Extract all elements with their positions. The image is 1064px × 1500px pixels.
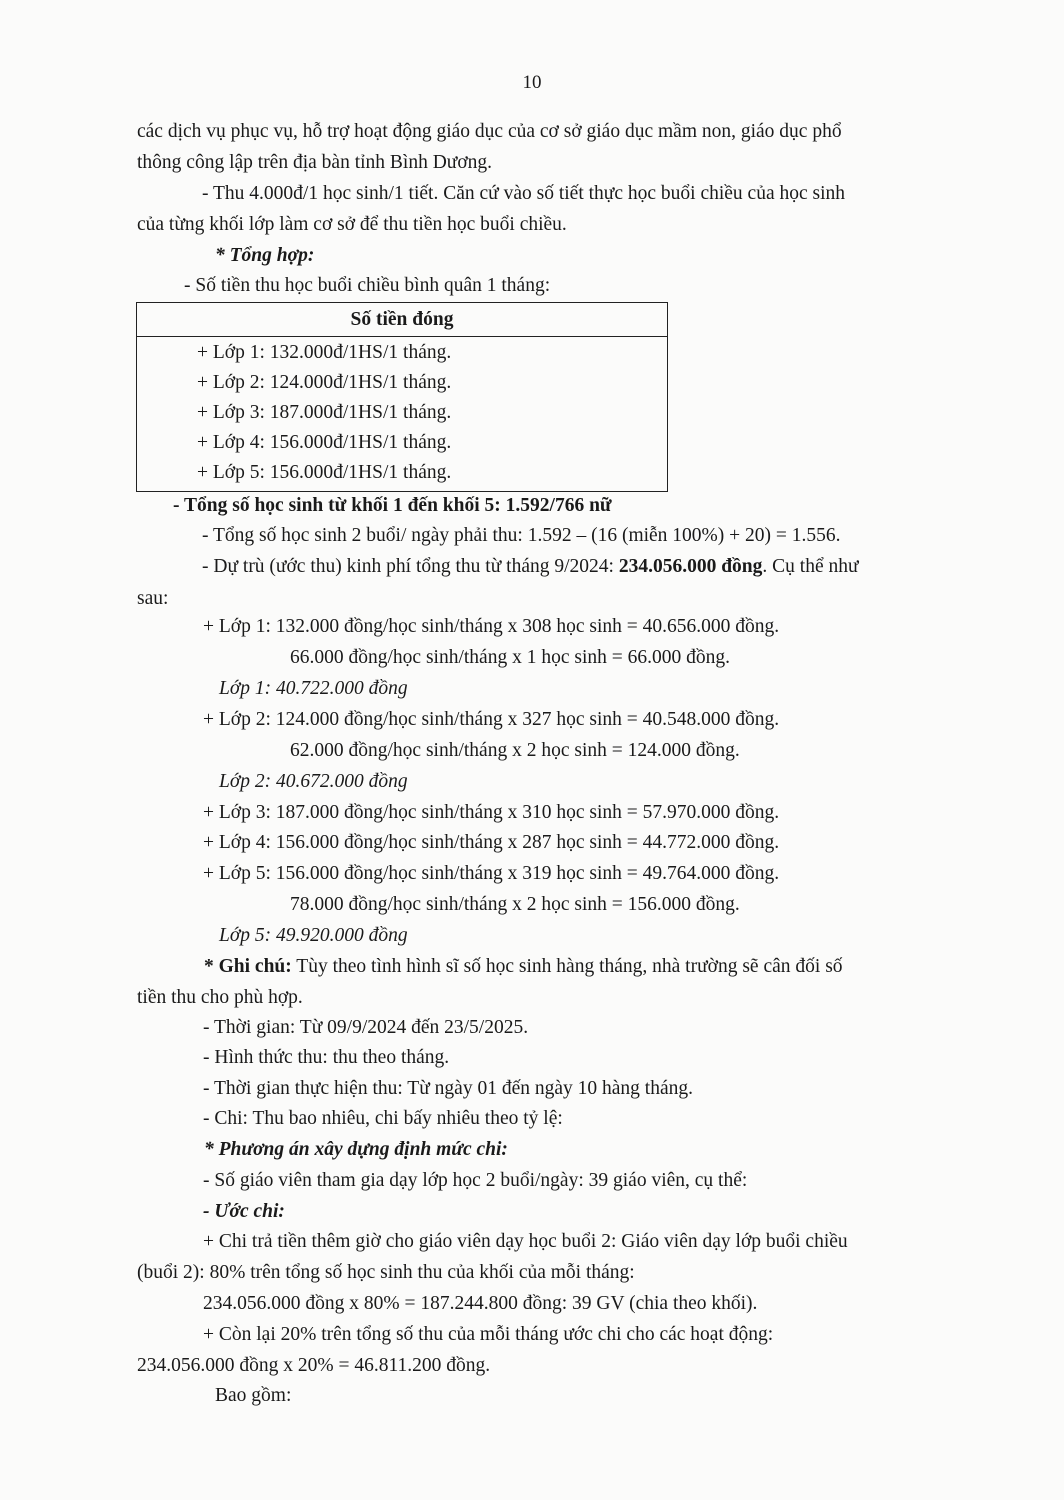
note-continuation: tiền thu cho phù hợp. [137, 987, 303, 1008]
students-payable: - Tổng số học sinh 2 buổi/ ngày phải thu: 1.592 – (16 (miễn 100%) + 20) = 1.556. [202, 525, 841, 546]
fee-table-row: + Lớp 1: 132.000đ/1HS/1 tháng. [197, 342, 452, 363]
estimated-spend-heading: - Ước chi: [203, 1201, 285, 1222]
spend-item-1c: 234.056.000 đồng x 80% = 187.244.800 đồng: 39 GV (chia theo khối). [203, 1293, 758, 1314]
estimate-line [202, 555, 859, 579]
detail-grade2-a: + Lớp 2: 124.000 đồng/học sinh/tháng x 327 học sinh = 40.548.000 đồng. [203, 709, 780, 730]
estimate-prefix: - Dự trù (ước thu) kinh phí tổng thu từ tháng 9/2024: [202, 556, 619, 577]
fee-table-row: + Lớp 3: 187.000đ/1HS/1 tháng. [197, 402, 452, 423]
total-students: - Tổng số học sinh từ khối 1 đến khối 5: 1.592/766 nữ [173, 495, 612, 516]
fee-table [136, 302, 668, 492]
estimate-suffix: . Cụ thể như [762, 556, 859, 577]
detail-grade4: + Lớp 4: 156.000 đồng/học sinh/tháng x 287 học sinh = 44.772.000 đồng. [203, 832, 780, 853]
fee-table-row: + Lớp 4: 156.000đ/1HS/1 tháng. [197, 432, 452, 453]
intro-line-1: các dịch vụ phục vụ, hỗ trợ hoạt động giáo dục của cơ sở giáo dục mầm non, giáo dục phổ [137, 121, 842, 142]
plan-heading: * Phương án xây dựng định mức chi: [204, 1139, 508, 1160]
detail-grade2-total: Lớp 2: 40.672.000 đồng [219, 771, 408, 792]
spend-item-2b: 234.056.000 đồng x 20% = 46.811.200 đồng. [137, 1355, 491, 1376]
detail-grade1-b: 66.000 đồng/học sinh/tháng x 1 học sinh = 66.000 đồng. [290, 647, 730, 668]
spend-item-2a: + Còn lại 20% trên tổng số thu của mỗi tháng ước chi cho các hoạt động: [203, 1324, 774, 1345]
estimate-amount: 234.056.000 đồng [618, 556, 763, 577]
intro-line-2: thông công lập trên địa bàn tỉnh Bình Dương. [137, 152, 493, 173]
intro-line-3: - Thu 4.000đ/1 học sinh/1 tiết. Căn cứ vào số tiết thực học buổi chiều của học sinh [202, 183, 846, 204]
estimate-continuation: sau: [137, 588, 169, 609]
detail-grade5-a: + Lớp 5: 156.000 đồng/học sinh/tháng x 319 học sinh = 49.764.000 đồng. [203, 863, 780, 884]
teachers-count: - Số giáo viên tham gia dạy lớp học 2 buổi/ngày: 39 giáo viên, cụ thể: [203, 1170, 748, 1191]
schedule-spend: - Chi: Thu bao nhiêu, chi bấy nhiêu theo tỷ lệ: [203, 1108, 563, 1129]
fee-table-header: Số tiền đóng [137, 303, 667, 337]
avg-fee-label: - Số tiền thu học buổi chiều bình quân 1 tháng: [184, 275, 551, 296]
detail-grade5-b: 78.000 đồng/học sinh/tháng x 2 học sinh = 156.000 đồng. [290, 894, 740, 915]
detail-grade2-b: 62.000 đồng/học sinh/tháng x 2 học sinh = 124.000 đồng. [290, 740, 740, 761]
note-text: Tùy theo tình hình sĩ số học sinh hàng tháng, nhà trường sẽ cân đối số [291, 956, 843, 977]
summary-heading: * Tổng hợp: [215, 245, 315, 266]
note-line [204, 955, 843, 979]
schedule-time: - Thời gian: Từ 09/9/2024 đến 23/5/2025. [203, 1017, 529, 1038]
page-number: 10 [522, 72, 542, 93]
fee-table-row: + Lớp 2: 124.000đ/1HS/1 tháng. [197, 372, 452, 393]
note-label: * Ghi chú: [204, 956, 292, 977]
includes-label: Bao gồm: [215, 1385, 292, 1406]
fee-table-row: + Lớp 5: 156.000đ/1HS/1 tháng. [197, 462, 452, 483]
spend-item-1a: + Chi trả tiền thêm giờ cho giáo viên dạy học buổi 2: Giáo viên dạy lớp buổi chiều [203, 1231, 848, 1252]
detail-grade5-total: Lớp 5: 49.920.000 đồng [219, 925, 408, 946]
intro-line-4: của từng khối lớp làm cơ sở để thu tiền học buổi chiều. [137, 214, 567, 235]
detail-grade3: + Lớp 3: 187.000 đồng/học sinh/tháng x 310 học sinh = 57.970.000 đồng. [203, 802, 780, 823]
schedule-collect: - Thời gian thực hiện thu: Từ ngày 01 đến ngày 10 hàng tháng. [203, 1078, 693, 1099]
schedule-method: - Hình thức thu: thu theo tháng. [203, 1047, 450, 1068]
detail-grade1-a: + Lớp 1: 132.000 đồng/học sinh/tháng x 308 học sinh = 40.656.000 đồng. [203, 616, 780, 637]
detail-grade1-total: Lớp 1: 40.722.000 đồng [219, 678, 408, 699]
spend-item-1b: (buổi 2): 80% trên tổng số học sinh thu của khối của mỗi tháng: [137, 1262, 635, 1283]
